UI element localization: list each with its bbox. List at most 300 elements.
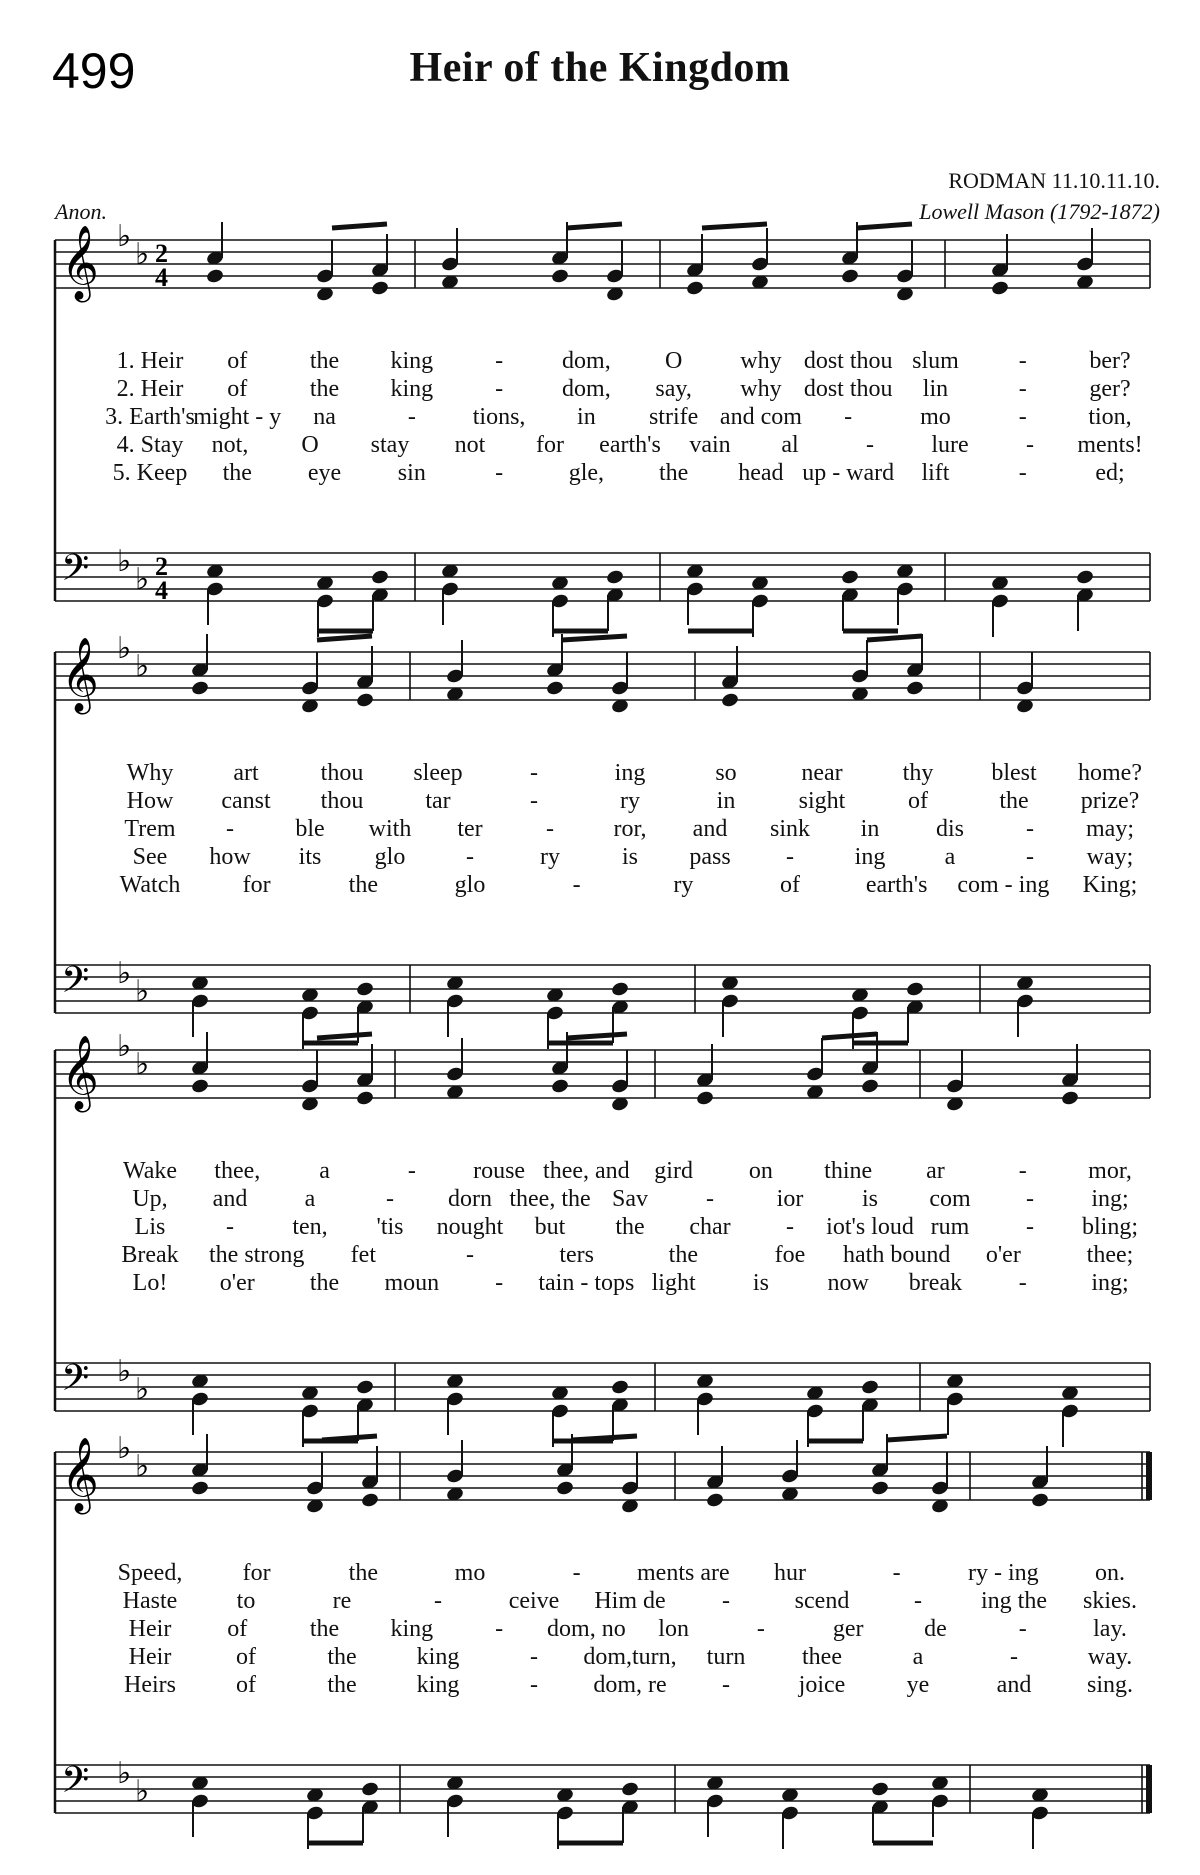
lyric-syllable: -: [1018, 460, 1027, 486]
lyric-syllable: and: [212, 1186, 248, 1212]
lyric-syllable: ed;: [1095, 460, 1125, 486]
lyric-syllable: dost thou: [803, 348, 893, 374]
lyric-syllable: -: [434, 1588, 442, 1614]
lyric-syllable: thee, and: [543, 1158, 630, 1184]
lyric-syllable: mo: [920, 404, 951, 430]
lyric-syllable: ber?: [1089, 348, 1131, 374]
lyric-syllable: of: [236, 1672, 256, 1698]
lyric-line-verse-5: [0, 460, 1200, 488]
bass-clef-icon: 𝄢: [61, 547, 90, 598]
lyric-syllable: sing.: [1086, 1672, 1134, 1698]
note-head: [695, 1090, 714, 1107]
lyric-syllable: dis: [935, 816, 965, 842]
lyric-syllable: stay: [370, 432, 410, 458]
lyric-syllable: -: [572, 1560, 581, 1586]
lyric-line-verse-1: [0, 348, 1200, 376]
lyric-syllable: -: [786, 1214, 794, 1240]
lyric-syllable: the: [999, 788, 1029, 814]
lyric-syllable: -: [1026, 816, 1034, 842]
lyric-syllable: tain - tops: [538, 1270, 635, 1296]
note-head: [720, 692, 739, 709]
lyric-syllable: -: [1026, 1186, 1034, 1212]
lyric-syllable: and com: [719, 404, 802, 430]
note-head: [620, 1781, 639, 1798]
lyric-syllable: Heir: [128, 1616, 172, 1642]
flat-icon: ♭: [117, 956, 132, 991]
beam: [887, 1436, 947, 1440]
lyric-syllable: mo: [454, 1560, 486, 1586]
lyric-syllable: King;: [1082, 872, 1138, 898]
lyric-syllable: king: [390, 348, 434, 374]
lyric-syllable: sink: [769, 816, 811, 842]
lyric-syllable: near: [801, 760, 843, 786]
lyric-syllable: the: [348, 1560, 378, 1586]
lyric-syllable: vain: [689, 432, 731, 458]
beam: [702, 224, 767, 228]
lyric-syllable: -: [495, 1270, 504, 1296]
lyric-syllable: the: [327, 1644, 357, 1670]
lyric-syllable: tion,: [1088, 404, 1132, 430]
lyric-syllable: joice: [798, 1672, 846, 1698]
lyric-line-verse-2: [0, 788, 1200, 816]
lyric-syllable: Sav: [612, 1186, 648, 1212]
lyric-syllable: ble: [295, 816, 325, 842]
lyric-syllable: of: [227, 348, 248, 374]
lyric-syllable: -: [546, 816, 554, 842]
final-barline: [1146, 1452, 1152, 1500]
lyric-syllable: 'tis: [376, 1214, 404, 1240]
treble-clef-icon: 𝄞: [61, 226, 99, 300]
time-signature-bottom: 4: [155, 576, 168, 605]
lyric-syllable: of: [227, 376, 248, 402]
hymn-number: 499: [52, 43, 136, 99]
lyric-syllable: tions,: [472, 404, 526, 430]
lyric-syllable: lay.: [1093, 1616, 1127, 1642]
beam: [867, 636, 922, 640]
note-head: [1030, 1492, 1049, 1509]
note-head: [1060, 1090, 1079, 1107]
lyric-syllable: a: [319, 1158, 330, 1184]
lyric-line-verse-1: [0, 1158, 1200, 1186]
lyric-line-verse-3: [0, 404, 1200, 432]
lyric-syllable: Lo!: [132, 1270, 168, 1296]
flat-icon: ♭: [117, 219, 132, 254]
beam: [562, 636, 627, 640]
note-head: [905, 680, 924, 697]
note-head: [870, 1480, 889, 1497]
time-signature-top: 2: [155, 239, 168, 268]
lyric-syllable: light: [651, 1270, 696, 1296]
note-head: [550, 1078, 569, 1095]
flat-icon: ♭: [135, 237, 150, 272]
lyric-syllable: -: [495, 348, 504, 374]
lyric-syllable: why: [740, 376, 782, 402]
lyric-syllable: ger?: [1089, 376, 1131, 402]
lyric-syllable: foe: [774, 1242, 806, 1268]
lyric-syllable: in: [860, 816, 880, 842]
lyric-syllable: in: [716, 788, 736, 814]
note-head: [1075, 569, 1094, 586]
tune-name: RODMAN 11.10.11.10.: [948, 168, 1160, 193]
lyric-line-verse-2: [0, 1186, 1200, 1214]
note-head: [685, 280, 704, 297]
flat-icon: ♭: [117, 1756, 132, 1791]
lyric-syllable: of: [780, 872, 800, 898]
lyric-syllable: Up,: [132, 1186, 168, 1212]
lyric-syllable: -: [495, 460, 504, 486]
lyric-syllable: for: [536, 432, 564, 458]
note-head: [360, 1492, 379, 1509]
note-head: [370, 569, 389, 586]
lyric-syllable: its: [298, 844, 322, 870]
lyric-syllable: -: [706, 1186, 714, 1212]
composer-credit: Lowell Mason (1792-1872): [919, 199, 1160, 224]
note-head: [205, 268, 224, 285]
hymn-title: Heir of the Kingdom: [409, 45, 791, 91]
lyric-syllable: -: [386, 1186, 394, 1212]
flat-icon: ♭: [135, 649, 150, 684]
lyric-syllable: -: [530, 788, 538, 814]
lyric-syllable: the: [668, 1242, 698, 1268]
lyric-syllable: earth's: [599, 432, 661, 458]
flat-icon: ♭: [117, 1029, 132, 1064]
lyric-syllable: now: [827, 1270, 869, 1296]
lyric-syllable: ten,: [292, 1214, 328, 1240]
lyric-syllable: say,: [655, 376, 692, 402]
lyric-syllable: the: [222, 460, 252, 486]
lyric-syllable: home?: [1078, 760, 1142, 786]
lyric-syllable: dom, re: [593, 1672, 667, 1698]
lyric-syllable: -: [1026, 432, 1034, 458]
lyric-syllable: na: [313, 404, 336, 430]
lyric-syllable: hur: [774, 1560, 806, 1586]
time-signature-top: 2: [155, 552, 168, 581]
lyric-syllable: -: [892, 1560, 901, 1586]
flat-icon: ♭: [117, 544, 132, 579]
lyric-syllable: ments are: [637, 1560, 730, 1586]
lyric-syllable: -: [1018, 1158, 1027, 1184]
lyric-syllable: way.: [1087, 1644, 1133, 1670]
lyric-syllable: O: [664, 348, 683, 374]
lyric-syllable: ye: [906, 1672, 930, 1698]
beam: [317, 636, 372, 640]
lyric-syllable: but: [534, 1214, 566, 1240]
lyric-line-verse-5: [0, 872, 1200, 900]
lyric-syllable: -: [722, 1672, 730, 1698]
lyric-syllable: -: [722, 1588, 730, 1614]
lyric-syllable: iot's loud: [826, 1214, 914, 1240]
lyric-syllable: thine: [824, 1158, 873, 1184]
lyric-syllable: 3. Earth's: [105, 404, 195, 430]
lyric-syllable: ror,: [613, 816, 647, 842]
lyric-syllable: Heirs: [124, 1672, 176, 1698]
lyric-syllable: up - ward: [802, 460, 895, 486]
lyric-syllable: for: [242, 872, 271, 898]
lyric-syllable: -: [572, 872, 581, 898]
lyric-syllable: lure: [931, 432, 969, 458]
lyric-syllable: -: [530, 1644, 538, 1670]
lyric-syllable: nought: [436, 1214, 504, 1240]
lyric-line-verse-1: [0, 1560, 1200, 1588]
lyric-syllable: ger: [832, 1616, 864, 1642]
lyric-syllable: ry: [673, 872, 694, 898]
beam: [567, 224, 622, 228]
note-head: [555, 1480, 574, 1497]
lyric-line-verse-4: [0, 432, 1200, 460]
lyric-syllable: -: [1018, 376, 1027, 402]
lyric-syllable: -: [1010, 1644, 1018, 1670]
lyric-syllable: ior: [776, 1186, 804, 1212]
lyric-syllable: -: [1018, 404, 1027, 430]
lyric-syllable: the: [309, 1616, 340, 1642]
lyric-syllable: way;: [1086, 844, 1134, 870]
lyric-syllable: 1. Heir: [116, 348, 184, 374]
lyric-syllable: -: [1018, 1270, 1027, 1296]
lyric-syllable: the strong: [208, 1242, 305, 1268]
beam: [322, 1436, 377, 1440]
lyric-syllable: 2. Heir: [116, 376, 184, 402]
lyric-syllable: -: [495, 1616, 504, 1642]
lyric-line-verse-4: [0, 1242, 1200, 1270]
lyric-syllable: might - y: [193, 404, 282, 430]
lyric-syllable: Speed,: [117, 1560, 183, 1586]
lyric-syllable: -: [866, 432, 874, 458]
lyric-syllable: may;: [1086, 816, 1134, 842]
lyric-syllable: mor,: [1088, 1158, 1132, 1184]
lyric-syllable: of: [227, 1616, 248, 1642]
lyric-syllable: o'er: [985, 1242, 1021, 1268]
lyric-syllable: ing: [614, 760, 646, 786]
treble-clef-icon: 𝄞: [61, 1036, 99, 1110]
lyric-syllable: -: [530, 1672, 538, 1698]
lyric-syllable: earth's: [865, 872, 928, 898]
lyric-syllable: break: [908, 1270, 963, 1296]
lyric-line-verse-2: [0, 376, 1200, 404]
lyric-syllable: why: [740, 348, 782, 374]
beam: [567, 1034, 627, 1038]
lyric-syllable: Heir: [128, 1644, 172, 1670]
lyric-syllable: not: [454, 432, 486, 458]
lyric-syllable: -: [407, 404, 416, 430]
lyric-syllable: the: [615, 1214, 645, 1240]
lyric-syllable: ar: [926, 1158, 945, 1184]
lyric-line-verse-1: [0, 760, 1200, 788]
note-head: [550, 268, 569, 285]
lyric-syllable: thou: [320, 788, 364, 814]
lyric-syllable: ry: [620, 788, 640, 814]
lyric-syllable: thou: [320, 760, 364, 786]
note-head: [705, 1492, 724, 1509]
flat-icon: ♭: [135, 1047, 150, 1082]
lyric-syllable: Him de: [594, 1588, 666, 1614]
lyric-syllable: scend: [794, 1588, 850, 1614]
lyric-syllable: gle,: [568, 460, 605, 486]
lyric-line-verse-3: [0, 1616, 1200, 1644]
flat-icon: ♭: [135, 1372, 150, 1407]
note-head: [840, 268, 859, 285]
lyric-syllable: How: [126, 788, 174, 814]
lyric-syllable: strife: [648, 404, 699, 430]
beam: [332, 224, 387, 228]
lyric-syllable: -: [495, 376, 504, 402]
lyric-syllable: o'er: [219, 1270, 255, 1296]
lyric-syllable: and: [692, 816, 728, 842]
lyric-syllable: king: [416, 1672, 460, 1698]
lyric-syllable: a: [912, 1644, 924, 1670]
lyric-syllable: lon: [658, 1616, 689, 1642]
lyric-syllable: -: [466, 844, 474, 870]
lyric-syllable: bling;: [1081, 1214, 1139, 1240]
treble-clef-icon: 𝄞: [61, 638, 99, 712]
lyric-syllable: rum: [930, 1214, 970, 1240]
lyric-syllable: prize?: [1080, 788, 1140, 814]
note-head: [840, 569, 859, 586]
lyric-syllable: for: [242, 1560, 271, 1586]
bass-clef-icon: 𝄢: [61, 1357, 90, 1408]
lyric-syllable: art: [233, 760, 259, 786]
lyric-syllable: sleep: [413, 760, 463, 786]
lyric-syllable: dost thou: [803, 376, 893, 402]
lyric-syllable: -: [1026, 844, 1034, 870]
note-head: [190, 1480, 209, 1497]
note-head: [860, 1078, 879, 1095]
lyric-syllable: lin: [922, 376, 949, 402]
lyric-syllable: fet: [350, 1242, 376, 1268]
lyric-syllable: char: [689, 1214, 731, 1240]
lyric-syllable: so: [715, 760, 737, 786]
lyric-syllable: ing;: [1091, 1186, 1129, 1212]
lyric-syllable: 5. Keep: [112, 460, 188, 486]
lyric-syllable: thee, the: [509, 1186, 591, 1212]
lyric-syllable: -: [1018, 1616, 1027, 1642]
lyric-syllable: king: [416, 1644, 460, 1670]
lyric-syllable: -: [756, 1616, 765, 1642]
lyric-line-verse-4: [0, 844, 1200, 872]
lyric-syllable: to: [236, 1588, 256, 1614]
lyric-syllable: rouse: [473, 1158, 526, 1184]
lyric-syllable: sight: [798, 788, 846, 814]
lyric-syllable: a: [304, 1186, 316, 1212]
lyric-line-verse-5: [0, 1270, 1200, 1298]
lyric-syllable: king: [390, 376, 434, 402]
author-credit: Anon.: [55, 199, 107, 224]
lyric-line-verse-2: [0, 1588, 1200, 1616]
lyric-syllable: -: [530, 760, 538, 786]
lyric-syllable: -: [1026, 1214, 1034, 1240]
lyric-syllable: gird: [654, 1158, 693, 1184]
lyric-syllable: the: [658, 460, 689, 486]
flat-icon: ♭: [135, 974, 150, 1009]
lyric-line-verse-4: [0, 1644, 1200, 1672]
lyric-syllable: Wake: [122, 1158, 178, 1184]
lyric-syllable: of: [236, 1644, 256, 1670]
lyric-syllable: the: [327, 1672, 357, 1698]
lyric-syllable: dom, no: [547, 1616, 626, 1642]
lyric-syllable: of: [908, 788, 928, 814]
note-head: [355, 692, 374, 709]
lyric-line-verse-5: [0, 1672, 1200, 1700]
lyric-syllable: dom,: [562, 376, 611, 402]
lyric-syllable: is: [621, 844, 639, 870]
lyric-syllable: glo: [374, 844, 406, 870]
lyric-line-verse-3: [0, 1214, 1200, 1242]
lyric-syllable: -: [914, 1588, 922, 1614]
lyric-syllable: king: [390, 1616, 434, 1642]
time-signature-bottom: 4: [155, 263, 168, 292]
lyric-line-verse-3: [0, 816, 1200, 844]
lyric-syllable: Trem: [124, 816, 176, 842]
note-head: [870, 1781, 889, 1798]
bass-clef-icon: 𝄢: [61, 1759, 90, 1810]
lyric-syllable: ry - ing: [968, 1560, 1039, 1586]
beam: [317, 1034, 372, 1038]
flat-icon: ♭: [117, 1354, 132, 1389]
lyric-syllable: dorn: [448, 1186, 492, 1212]
lyric-syllable: slum: [912, 348, 959, 374]
note-head: [355, 1090, 374, 1107]
flat-icon: ♭: [135, 562, 150, 597]
lyric-syllable: lift: [921, 460, 950, 486]
final-barline: [1146, 1765, 1152, 1813]
lyric-syllable: in: [577, 404, 596, 430]
lyric-syllable: Haste: [122, 1588, 178, 1614]
lyric-syllable: head: [738, 460, 784, 486]
lyric-syllable: -: [407, 1158, 416, 1184]
lyric-syllable: 4. Stay: [116, 432, 184, 458]
lyric-syllable: ing;: [1091, 1270, 1129, 1296]
lyric-syllable: -: [226, 816, 234, 842]
note-head: [605, 569, 624, 586]
lyric-syllable: how: [209, 844, 251, 870]
note-head: [990, 280, 1009, 297]
lyric-syllable: moun: [384, 1270, 440, 1296]
lyric-syllable: re: [332, 1588, 352, 1614]
lyric-syllable: and: [996, 1672, 1032, 1698]
lyric-syllable: the: [309, 1270, 340, 1296]
lyric-syllable: ry: [540, 844, 560, 870]
lyric-syllable: dom,turn,: [583, 1644, 677, 1670]
lyric-syllable: sin: [397, 460, 426, 486]
note-head: [370, 280, 389, 297]
lyric-syllable: the: [348, 872, 378, 898]
note-head: [190, 680, 209, 697]
lyric-syllable: pass: [689, 844, 731, 870]
lyric-syllable: not,: [211, 432, 249, 458]
lyric-syllable: ters: [559, 1242, 594, 1268]
lyric-syllable: -: [226, 1214, 234, 1240]
note-head: [190, 1078, 209, 1095]
lyric-syllable: is: [861, 1186, 879, 1212]
note-head: [360, 1781, 379, 1798]
lyric-syllable: skies.: [1083, 1588, 1137, 1614]
lyric-syllable: thee,: [214, 1158, 261, 1184]
lyric-syllable: canst: [221, 788, 271, 814]
lyric-syllable: al: [781, 432, 799, 458]
lyric-syllable: ments!: [1077, 432, 1143, 458]
lyric-syllable: ceive: [508, 1588, 560, 1614]
lyric-syllable: hath bound: [842, 1242, 951, 1268]
lyric-syllable: Break: [121, 1242, 179, 1268]
lyric-syllable: See: [132, 844, 168, 870]
lyric-syllable: de: [924, 1616, 947, 1642]
lyric-syllable: thee;: [1086, 1242, 1134, 1268]
lyric-syllable: Lis: [134, 1214, 166, 1240]
beam: [857, 224, 912, 228]
treble-clef-icon: 𝄞: [61, 1438, 99, 1512]
lyric-syllable: the: [309, 348, 340, 374]
flat-icon: ♭: [117, 631, 132, 666]
lyric-syllable: -: [844, 404, 853, 430]
